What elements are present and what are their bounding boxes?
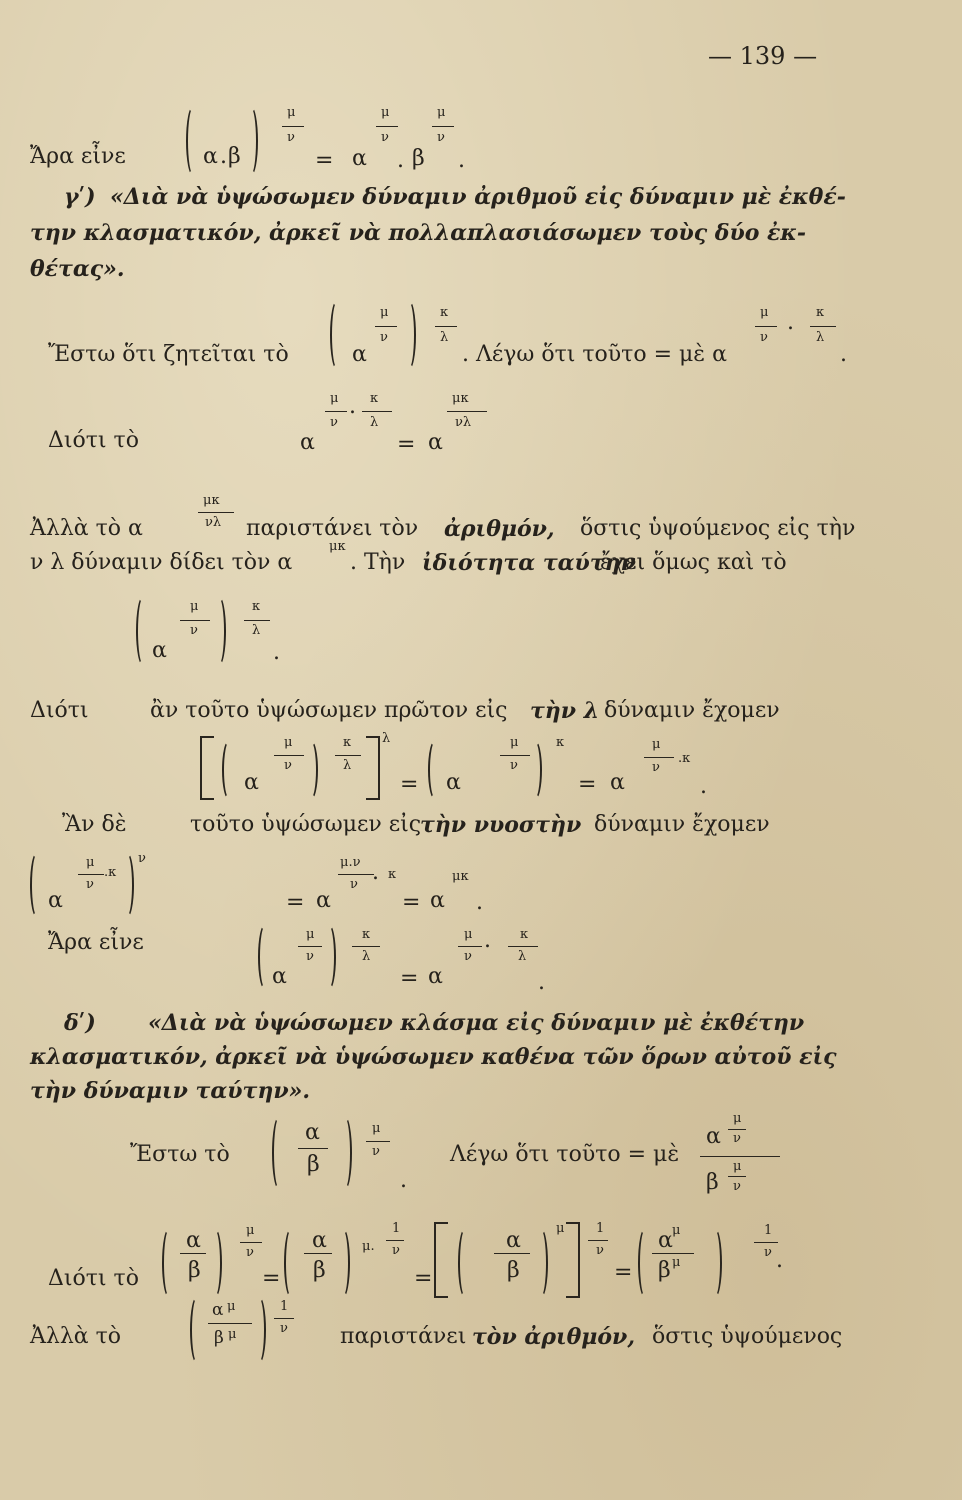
paren-left	[162, 1228, 176, 1298]
fraction-bar	[754, 1242, 778, 1243]
fraction-bar	[298, 1148, 328, 1149]
fraction-bar	[386, 1240, 404, 1241]
paren-right	[708, 1228, 722, 1298]
fraction-bar	[180, 620, 210, 621]
fraction-bar	[728, 1129, 746, 1130]
paren-right	[534, 1228, 548, 1298]
fraction-bar	[366, 1141, 390, 1142]
bracket-left	[434, 1222, 448, 1298]
fraction-bar	[432, 126, 454, 127]
text-ara-eine-2: Ἄρα εἶνε	[48, 930, 144, 955]
page-number: — 139 —	[708, 42, 818, 70]
alla-line-2a: ν λ δύναμιν δίδει τὸν α	[30, 550, 293, 575]
fraction-bar	[362, 411, 392, 412]
fraction-bar	[644, 757, 674, 758]
rule-gamma-line-1: «Διὰ νὰ ὑψώσωμεν δύναμιν ἀριθμοῦ εἰς δύναμιν μὲ ἐκθέ-	[110, 184, 846, 210]
fraction-bar	[274, 755, 304, 756]
fraction-bar	[335, 755, 361, 756]
fraction-bar	[78, 874, 104, 875]
rule-gamma-line-3: θέτας».	[30, 256, 125, 282]
fraction-bar	[435, 326, 457, 327]
rule-gamma-line-2: την κλασματικόν, ἀρκεῖ νὰ πολλαπλασιάσωμεν τοὺς δύο ἐκ-	[30, 220, 807, 246]
fraction-bar	[508, 946, 538, 947]
bracket-left	[200, 736, 214, 800]
fraction-bar	[208, 1323, 252, 1324]
fraction-bar	[700, 1156, 780, 1157]
paren-right	[212, 596, 226, 666]
paren-left	[136, 596, 150, 666]
fraction-bar	[458, 946, 482, 947]
rule-delta-line-1: «Διὰ νὰ ὑψώσωμεν κλάσμα εἰς δύναμιν μὲ ἐκθέτην	[148, 1010, 805, 1036]
paren-left	[30, 852, 44, 918]
rule-delta-line-3: τὴν δύναμιν ταύτην».	[30, 1078, 310, 1104]
bracket-right	[566, 1222, 580, 1298]
fraction-bar	[810, 326, 836, 327]
paren-left	[190, 1296, 204, 1364]
fraction-bar	[376, 126, 398, 127]
fraction-bar	[494, 1253, 530, 1254]
section-label-gamma: γʹ)	[64, 184, 96, 210]
fraction-bar	[588, 1240, 608, 1241]
fraction-bar	[352, 946, 380, 947]
alla-line-1a: Ἀλλὰ τὸ α	[30, 516, 143, 541]
paren-left	[258, 924, 272, 990]
paren-left	[186, 106, 200, 176]
fraction-bar	[274, 1318, 294, 1319]
fraction-bar	[244, 620, 270, 621]
text-dioti-3: Διότι τὸ	[48, 1266, 139, 1291]
text-lego-2: Λέγω ὅτι τοῦτο = μὲ	[450, 1142, 680, 1167]
paren-left	[458, 1228, 472, 1298]
paren-right	[322, 924, 336, 990]
scanned-page: — 139 — Ἄρα εἶνε α . β μ ν = α μ ν . β μ ν . γʹ) «Διὰ νὰ ὑψώσωμεν δύναμιν ἀριθμοῦ εἰς δύναμιν μὲ ἐκθέ- την κλασματικόν, ἀρκεῖ νὰ πολλαπλασιάσωμεν τοὺς δύο ἐκ- θέτας». Ἔστω ὅτι ζητεῖται τὸ α μ ν κ λ . Λέγω ὅτι τοῦτο = μὲ α μ ν . κ λ . Διότι τὸ α μ ν . κ λ = α μκ νλ Ἀλλὰ τὸ α μκ νλ παριστάνει τὸν ἀριθμόν, ὅστις ὑψούμενος εἰς τὴν ν λ δύναμιν δίδει τὸν α μκ . Τὴν ἰδιότητα ταύτην ἔχει ὅμως καὶ τὸ α μ ν κ λ . Διότι ἂν τοῦτο ὑψώσωμεν πρῶτον εἰς τὴν λ δύναμιν ἔχομεν α μ ν κ λ λ = α μ ν κ = α μ ν .κ . Ἂν δὲ τοῦτο ὑψώσωμεν εἰς τὴν νυοστὴν δύναμιν ἔχομεν α μ ν .κ ν = α μ.ν ν . κ = α μκ . Ἄρα εἶνε α μ ν κ λ = α μ ν . κ λ . δʹ) «Διὰ νὰ ὑψώσωμεν κλάσμα εἰς δύναμιν μὲ ἐκθέτην κλασματικόν, ἀρκεῖ νὰ ὑψώσωμεν καθένα τῶν ὅρων αὐτοῦ εἰς τὴν δύναμιν ταύτην». Ἔστω τὸ α β μ ν . Λέγω ὅτι τοῦτο = μὲ α μ ν β μ ν Διότι τὸ α β μ ν = α β μ. 1 ν = α β μ 1 ν = α μ β μ 1 ν . Ἀλλὰ τὸ α μ β μ 1 ν παριστάνει τὸν ἀριθμόν, ὅστις ὑψούμενος	[0, 0, 962, 1500]
paren-right	[252, 1296, 266, 1364]
fraction-bar	[447, 411, 487, 412]
section-label-delta: δʹ)	[64, 1010, 96, 1036]
paren-left	[222, 740, 236, 800]
fraction-bar	[755, 326, 777, 327]
paren-right	[244, 106, 258, 176]
paren-right	[528, 740, 542, 800]
paren-right	[336, 1228, 350, 1298]
text-lego: . Λέγω ὅτι τοῦτο = μὲ α	[462, 342, 727, 367]
paren-right	[120, 852, 134, 918]
paren-left	[638, 1228, 652, 1298]
paren-right	[338, 1116, 352, 1190]
paren-left	[272, 1116, 286, 1190]
paren-right	[304, 740, 318, 800]
bracket-right	[366, 736, 380, 800]
fraction-bar	[338, 874, 374, 875]
text-esto: Ἔστω ὅτι ζητεῖται τὸ	[48, 342, 289, 367]
paren-right	[402, 300, 416, 370]
text-alla-2: Ἀλλὰ τὸ	[30, 1324, 122, 1349]
fraction-bar	[180, 1253, 206, 1254]
fraction-bar	[728, 1176, 746, 1177]
dioti-2-prefix: Διότι	[30, 698, 89, 723]
text-dioti: Διότι τὸ	[48, 428, 139, 453]
text-esto-2: Ἔστω τὸ	[130, 1142, 230, 1167]
fraction-bar	[375, 326, 397, 327]
text-ara-eine: Ἄρα εἶνε	[30, 144, 126, 169]
fraction-bar	[304, 1253, 332, 1254]
fraction-bar	[240, 1242, 262, 1243]
fraction-bar	[652, 1253, 694, 1254]
fraction-bar	[198, 512, 234, 513]
paren-left	[284, 1228, 298, 1298]
fraction-bar	[325, 411, 347, 412]
rule-delta-line-2: κλασματικόν, ἀρκεῖ νὰ ὑψώσωμεν καθένα τῶν ὅρων αὐτοῦ εἰς	[30, 1044, 837, 1070]
paren-left	[428, 740, 442, 800]
fraction-bar	[500, 755, 530, 756]
paren-right	[208, 1228, 222, 1298]
fraction-bar	[282, 126, 304, 127]
paren-left	[330, 300, 344, 370]
fraction-bar	[298, 946, 322, 947]
an-de-prefix: Ἂν δὲ	[62, 812, 127, 837]
